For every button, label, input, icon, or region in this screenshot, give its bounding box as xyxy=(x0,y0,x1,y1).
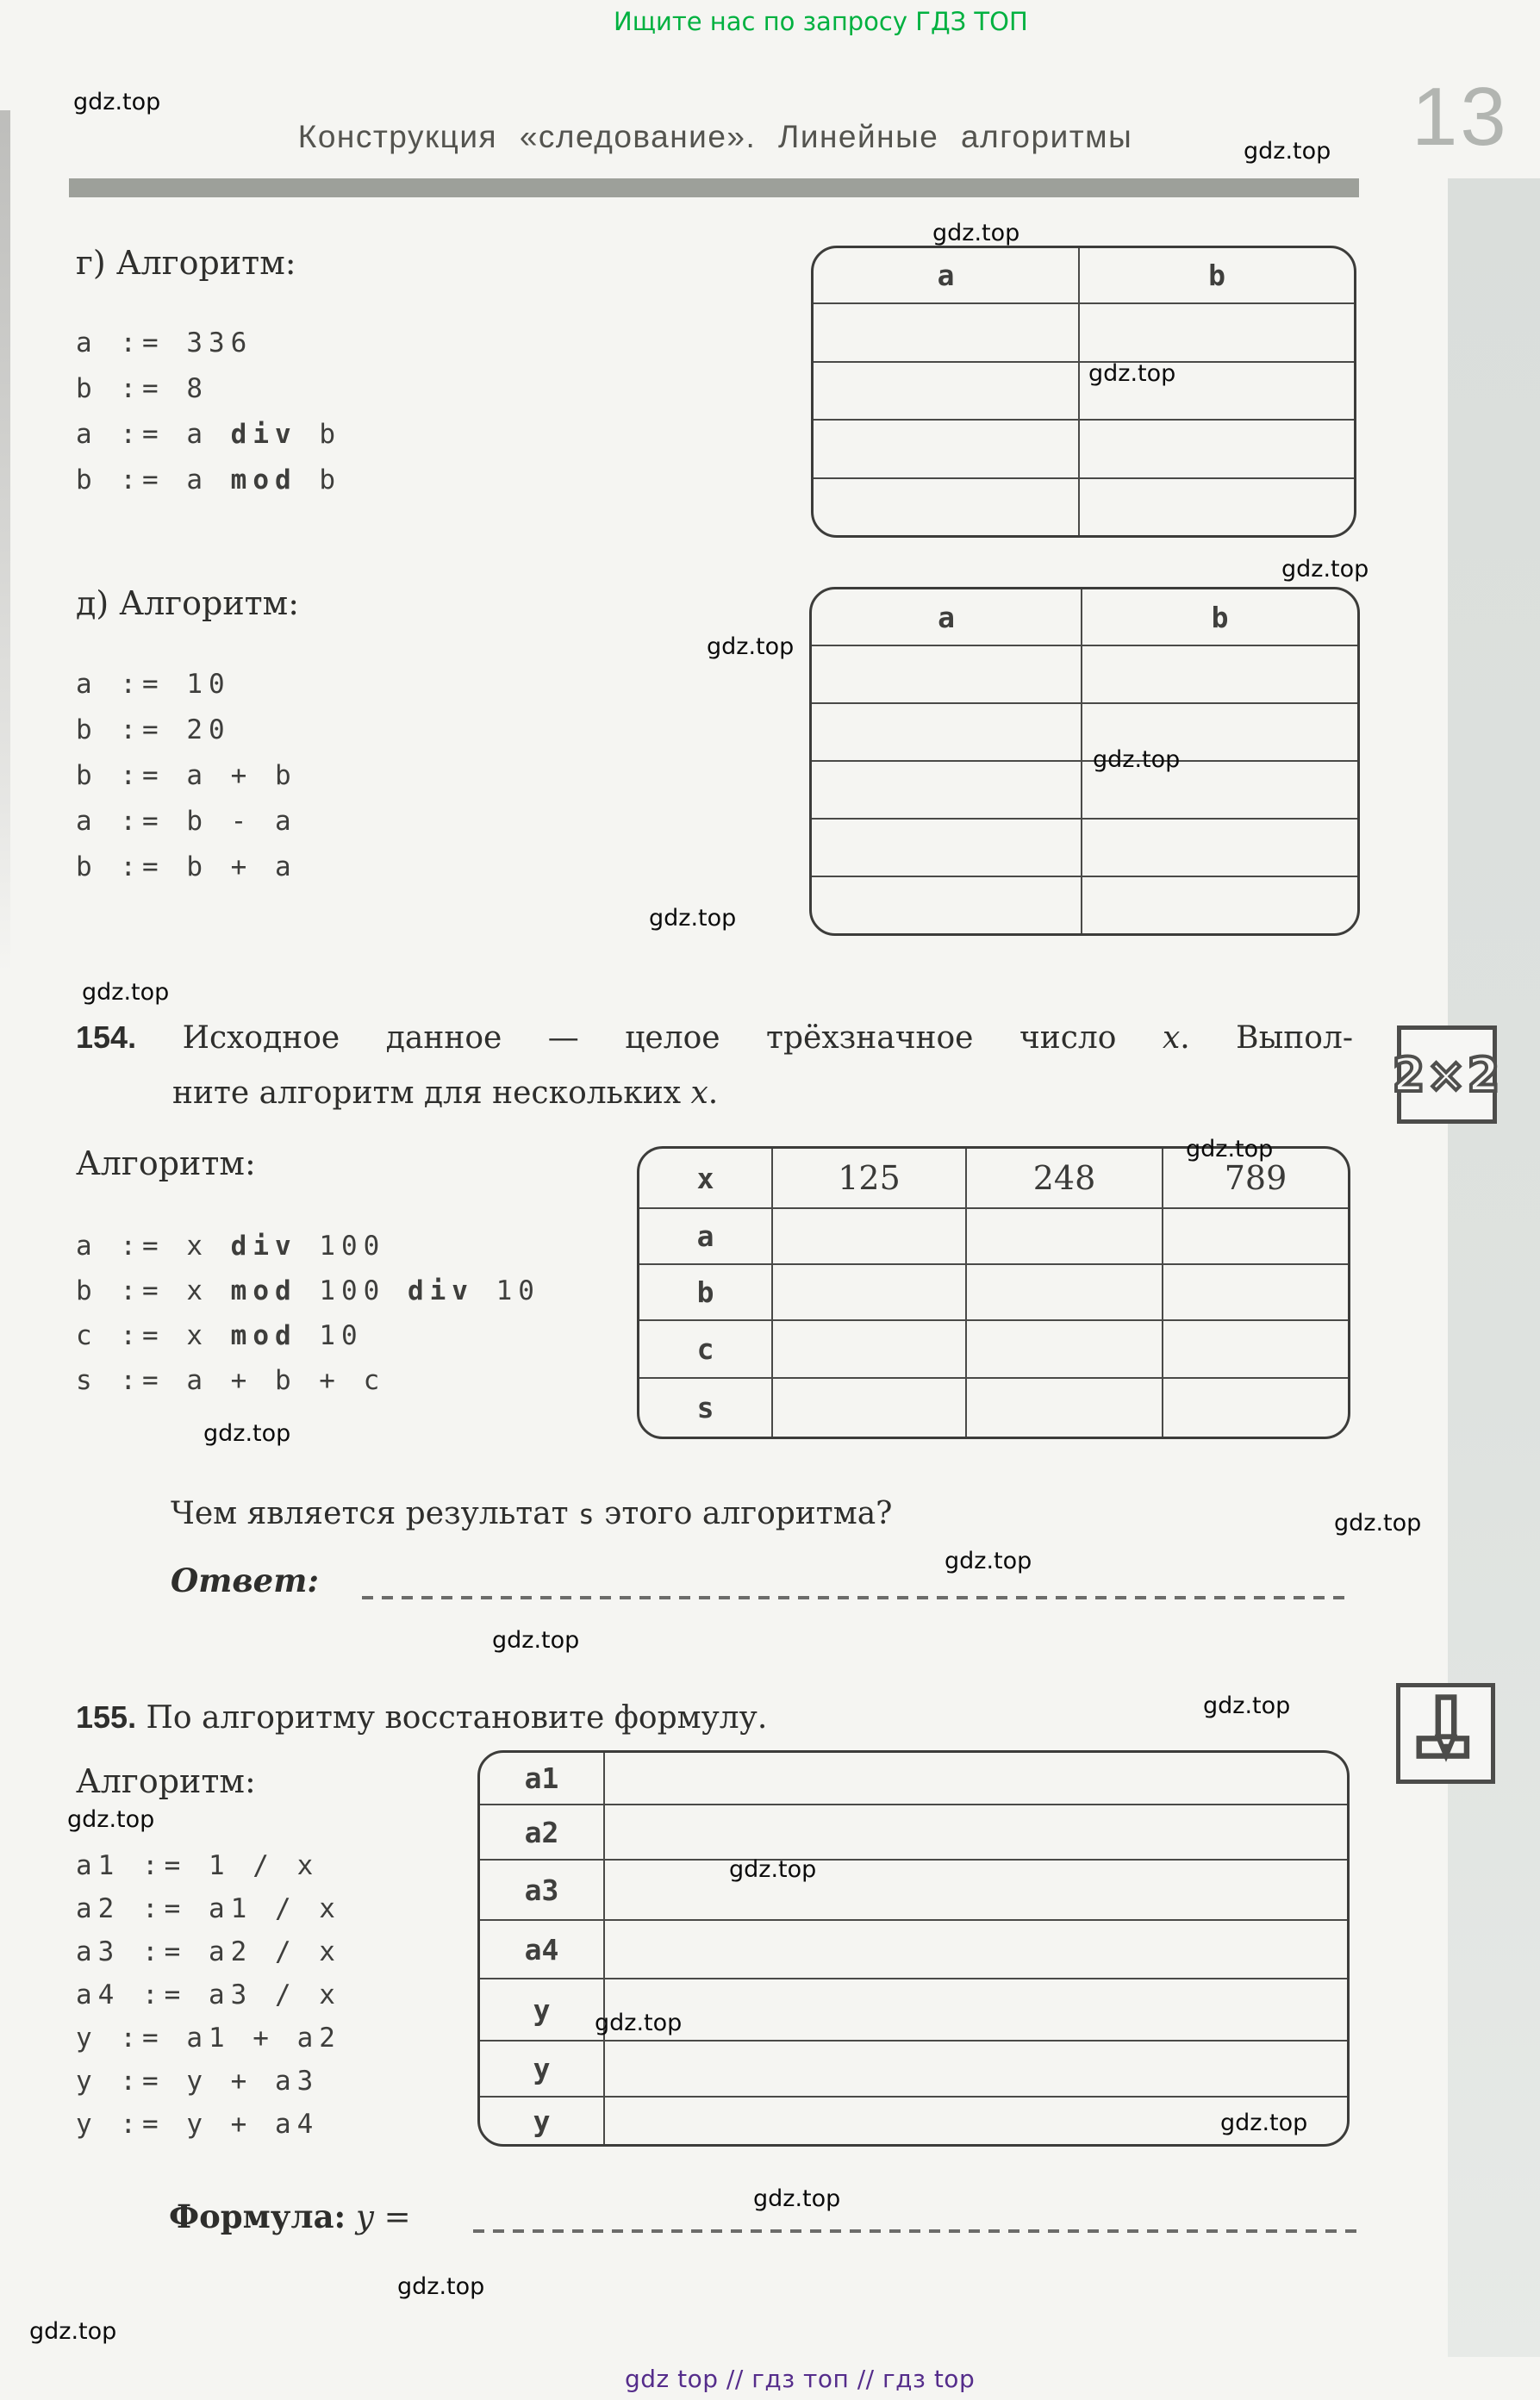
code-text: a1 := 1 / x xyxy=(76,1850,320,1881)
code-text: a := x xyxy=(76,1231,231,1262)
code-text: b := a xyxy=(76,464,231,496)
task-154-number: 154. xyxy=(76,1019,137,1055)
code-keyword: mod xyxy=(230,464,297,496)
code-text: b := b + a xyxy=(76,851,297,882)
table-header-cell: b xyxy=(1078,248,1354,302)
code-line xyxy=(76,1844,341,1887)
section-d-code xyxy=(76,662,297,890)
code-text: y := y + a4 xyxy=(76,2109,320,2140)
code-line xyxy=(76,1224,540,1269)
table-header-cell: a xyxy=(937,259,955,292)
code-keyword: mod xyxy=(230,1320,297,1351)
code-text: 10 xyxy=(296,1320,364,1351)
table-header-value: 789 xyxy=(1162,1149,1348,1207)
task-155-title xyxy=(76,1699,767,1736)
code-line xyxy=(76,2103,341,2146)
task-154-text-line1 xyxy=(76,1019,1353,1056)
task-text: . xyxy=(708,1075,719,1111)
table-header-cell: b xyxy=(1081,589,1357,645)
code-line xyxy=(76,753,297,799)
task-text: Исходное данное — целое трёхзначное число xyxy=(182,1020,1163,1056)
code-text: s := a + b + c xyxy=(76,1365,386,1396)
table-cell xyxy=(812,818,1081,876)
watermark-gdz-top: gdz.top xyxy=(82,979,170,1006)
row-label-cell: a1 xyxy=(524,1761,559,1795)
table-cell xyxy=(965,1319,1162,1377)
task-text: ните алгоритм для нескольких xyxy=(172,1075,691,1111)
page-title: Конструкция «следование». Линейные алгоритмы xyxy=(297,119,1133,154)
code-line xyxy=(76,458,341,503)
formula-var-y: y xyxy=(355,2198,374,2235)
table-cell xyxy=(1078,419,1354,477)
code-text: 100 xyxy=(296,1231,386,1262)
header-rule xyxy=(69,178,1359,197)
table-header-value: 125 xyxy=(771,1149,965,1207)
code-keyword: div xyxy=(230,1231,297,1262)
formula-blank-line xyxy=(473,2229,1357,2233)
row-label-cell: s xyxy=(639,1377,771,1437)
badge-pencil xyxy=(1396,1683,1495,1784)
table-d xyxy=(809,587,1360,936)
code-line xyxy=(76,1887,341,1930)
row-label-cell: y xyxy=(480,2096,603,2144)
table-cell xyxy=(812,876,1081,933)
question-text: этого алгоритма? xyxy=(594,1496,893,1531)
watermark-gdz-top: gdz.top xyxy=(707,633,795,660)
watermark-gdz-top: gdz.top xyxy=(1281,556,1369,583)
table-cell xyxy=(1081,876,1357,933)
table-cell xyxy=(603,1978,1347,2040)
table-cell xyxy=(1162,1319,1348,1377)
code-text: a := a xyxy=(76,419,231,450)
code-line xyxy=(76,1358,540,1403)
scan-edge-artifact xyxy=(0,110,10,972)
watermark-gdz-top: gdz.top xyxy=(1186,1136,1274,1163)
row-label-cell: a xyxy=(639,1207,771,1263)
table-cell xyxy=(1078,477,1354,536)
row-label-cell: a2 xyxy=(480,1804,603,1859)
table-cell xyxy=(812,702,1081,760)
row-label-cell: a3 xyxy=(480,1859,603,1919)
code-line xyxy=(76,1930,341,1973)
code-line xyxy=(76,708,297,753)
table-cell xyxy=(814,419,1078,477)
formula-line xyxy=(169,2197,411,2235)
code-line xyxy=(76,845,297,890)
row-label-cell: c xyxy=(639,1319,771,1377)
task-text: . Выпол- xyxy=(1180,1020,1353,1056)
section-g-code xyxy=(76,321,341,503)
code-text: a3 := a2 / x xyxy=(76,1936,341,1967)
code-line xyxy=(76,366,341,412)
promo-banner-top: Ищите нас по запросу ГДЗ ТОП xyxy=(614,7,1028,36)
row-label-cell: a4 xyxy=(480,1919,603,1978)
table-cell xyxy=(965,1207,1162,1263)
table-cell xyxy=(814,361,1078,420)
task-154-code xyxy=(76,1224,540,1403)
code-text: a := b - a xyxy=(76,806,297,837)
question-var-s: s xyxy=(578,1499,595,1530)
code-line xyxy=(76,662,297,708)
table-cell xyxy=(771,1377,965,1437)
watermark-gdz-top: gdz.top xyxy=(1220,2110,1308,2136)
table-g xyxy=(811,246,1356,538)
watermark-gdz-top: gdz.top xyxy=(397,2273,485,2300)
table-cell xyxy=(1081,818,1357,876)
watermark-gdz-top: gdz.top xyxy=(1088,360,1176,387)
code-text: a := 10 xyxy=(76,669,231,700)
code-text: b xyxy=(296,464,341,496)
watermark-gdz-top: gdz.top xyxy=(945,1548,1032,1574)
table-cell xyxy=(603,1919,1347,1978)
code-line xyxy=(76,321,341,366)
watermark-gdz-top: gdz.top xyxy=(729,1856,817,1883)
table-155 xyxy=(477,1750,1350,2147)
table-cell xyxy=(1162,1263,1348,1319)
code-keyword: div xyxy=(407,1275,474,1306)
table-cell xyxy=(814,477,1078,536)
row-label-cell: b xyxy=(639,1263,771,1319)
table-header-value: 248 xyxy=(965,1149,1162,1207)
watermark-gdz-top: gdz.top xyxy=(203,1420,291,1447)
sidebar-strip xyxy=(1448,178,1540,2357)
watermark-gdz-top: gdz.top xyxy=(1093,746,1181,773)
code-text: 100 xyxy=(296,1275,408,1306)
table-cell xyxy=(1078,302,1354,361)
table-154 xyxy=(637,1146,1350,1439)
table-header-cell: a xyxy=(938,600,955,634)
row-label-cell: y xyxy=(480,2040,603,2096)
watermark-gdz-top: gdz.top xyxy=(753,2185,841,2212)
code-text: b := 8 xyxy=(76,373,209,404)
watermark-gdz-top: gdz.top xyxy=(649,905,737,932)
table-cell xyxy=(771,1263,965,1319)
table-cell xyxy=(603,1753,1347,1804)
code-line xyxy=(76,1313,540,1358)
badge-2x2 xyxy=(1392,1025,1502,1124)
code-line xyxy=(76,799,297,845)
table-cell xyxy=(965,1377,1162,1437)
watermark-gdz-top: gdz.top xyxy=(73,89,161,115)
answer-blank-line xyxy=(362,1596,1353,1599)
task-154-question xyxy=(171,1496,892,1531)
table-header-cell: x xyxy=(696,1161,714,1195)
code-keyword: div xyxy=(230,419,297,450)
badge-2x2-label: 2×2 xyxy=(1392,1047,1502,1102)
code-line xyxy=(76,1973,341,2017)
section-d-label: д) Алгоритм: xyxy=(76,584,300,622)
task-text: По алгоритму восстановите формулу. xyxy=(146,1700,768,1736)
code-keyword: mod xyxy=(230,1275,297,1306)
table-cell xyxy=(1162,1377,1348,1437)
code-text: b := a + b xyxy=(76,760,297,791)
watermark-gdz-top: gdz.top xyxy=(29,2318,117,2345)
task-154-algorithm-label: Алгоритм: xyxy=(76,1144,256,1182)
promo-banner-bottom: gdz top // гдз топ // гдз top xyxy=(625,2365,976,2393)
table-cell xyxy=(603,2040,1347,2096)
table-cell xyxy=(771,1319,965,1377)
table-cell xyxy=(603,1859,1347,1919)
table-cell xyxy=(603,1804,1347,1859)
code-text: 10 xyxy=(473,1275,540,1306)
watermark-gdz-top: gdz.top xyxy=(1334,1510,1422,1537)
code-text: a4 := a3 / x xyxy=(76,1979,341,2010)
table-cell xyxy=(812,645,1081,702)
watermark-gdz-top: gdz.top xyxy=(492,1627,580,1654)
watermark-gdz-top: gdz.top xyxy=(1203,1692,1291,1719)
code-text: a2 := a1 / x xyxy=(76,1893,341,1924)
task-154-text-line2 xyxy=(172,1075,718,1111)
table-cell xyxy=(965,1263,1162,1319)
code-line xyxy=(76,2017,341,2060)
code-line xyxy=(76,412,341,458)
table-cell xyxy=(1081,645,1357,702)
code-text: a := 336 xyxy=(76,327,253,358)
table-cell xyxy=(812,760,1081,818)
code-text: b := 20 xyxy=(76,714,231,745)
task-var-x: x xyxy=(1162,1020,1181,1056)
code-line xyxy=(76,1269,540,1313)
watermark-gdz-top: gdz.top xyxy=(67,1806,155,1833)
formula-equals: = xyxy=(383,2198,411,2235)
code-text: y := a1 + a2 xyxy=(76,2023,341,2054)
table-cell xyxy=(1162,1207,1348,1263)
pencil-writing-icon xyxy=(1406,1692,1486,1775)
code-text: y := y + a3 xyxy=(76,2066,320,2097)
code-line xyxy=(76,2060,341,2103)
watermark-gdz-top: gdz.top xyxy=(1244,138,1331,165)
task-155-code xyxy=(76,1844,341,2146)
section-g-label: г) Алгоритм: xyxy=(76,244,296,282)
task-155-algorithm-label: Алгоритм: xyxy=(76,1762,256,1800)
code-text: b xyxy=(296,419,341,450)
answer-label: Ответ: xyxy=(171,1562,320,1599)
code-text: c := x xyxy=(76,1320,231,1351)
task-155-number: 155. xyxy=(76,1699,137,1735)
watermark-gdz-top: gdz.top xyxy=(595,2010,683,2036)
code-text: b := x xyxy=(76,1275,231,1306)
row-label-cell: y xyxy=(480,1978,603,2040)
table-cell xyxy=(771,1207,965,1263)
table-cell xyxy=(814,302,1078,361)
watermark-gdz-top: gdz.top xyxy=(932,220,1020,246)
question-text: Чем является результат xyxy=(171,1496,579,1531)
task-var-x: x xyxy=(690,1075,708,1111)
formula-label: Формула: xyxy=(169,2197,346,2235)
page-number: 13 xyxy=(1412,71,1509,163)
